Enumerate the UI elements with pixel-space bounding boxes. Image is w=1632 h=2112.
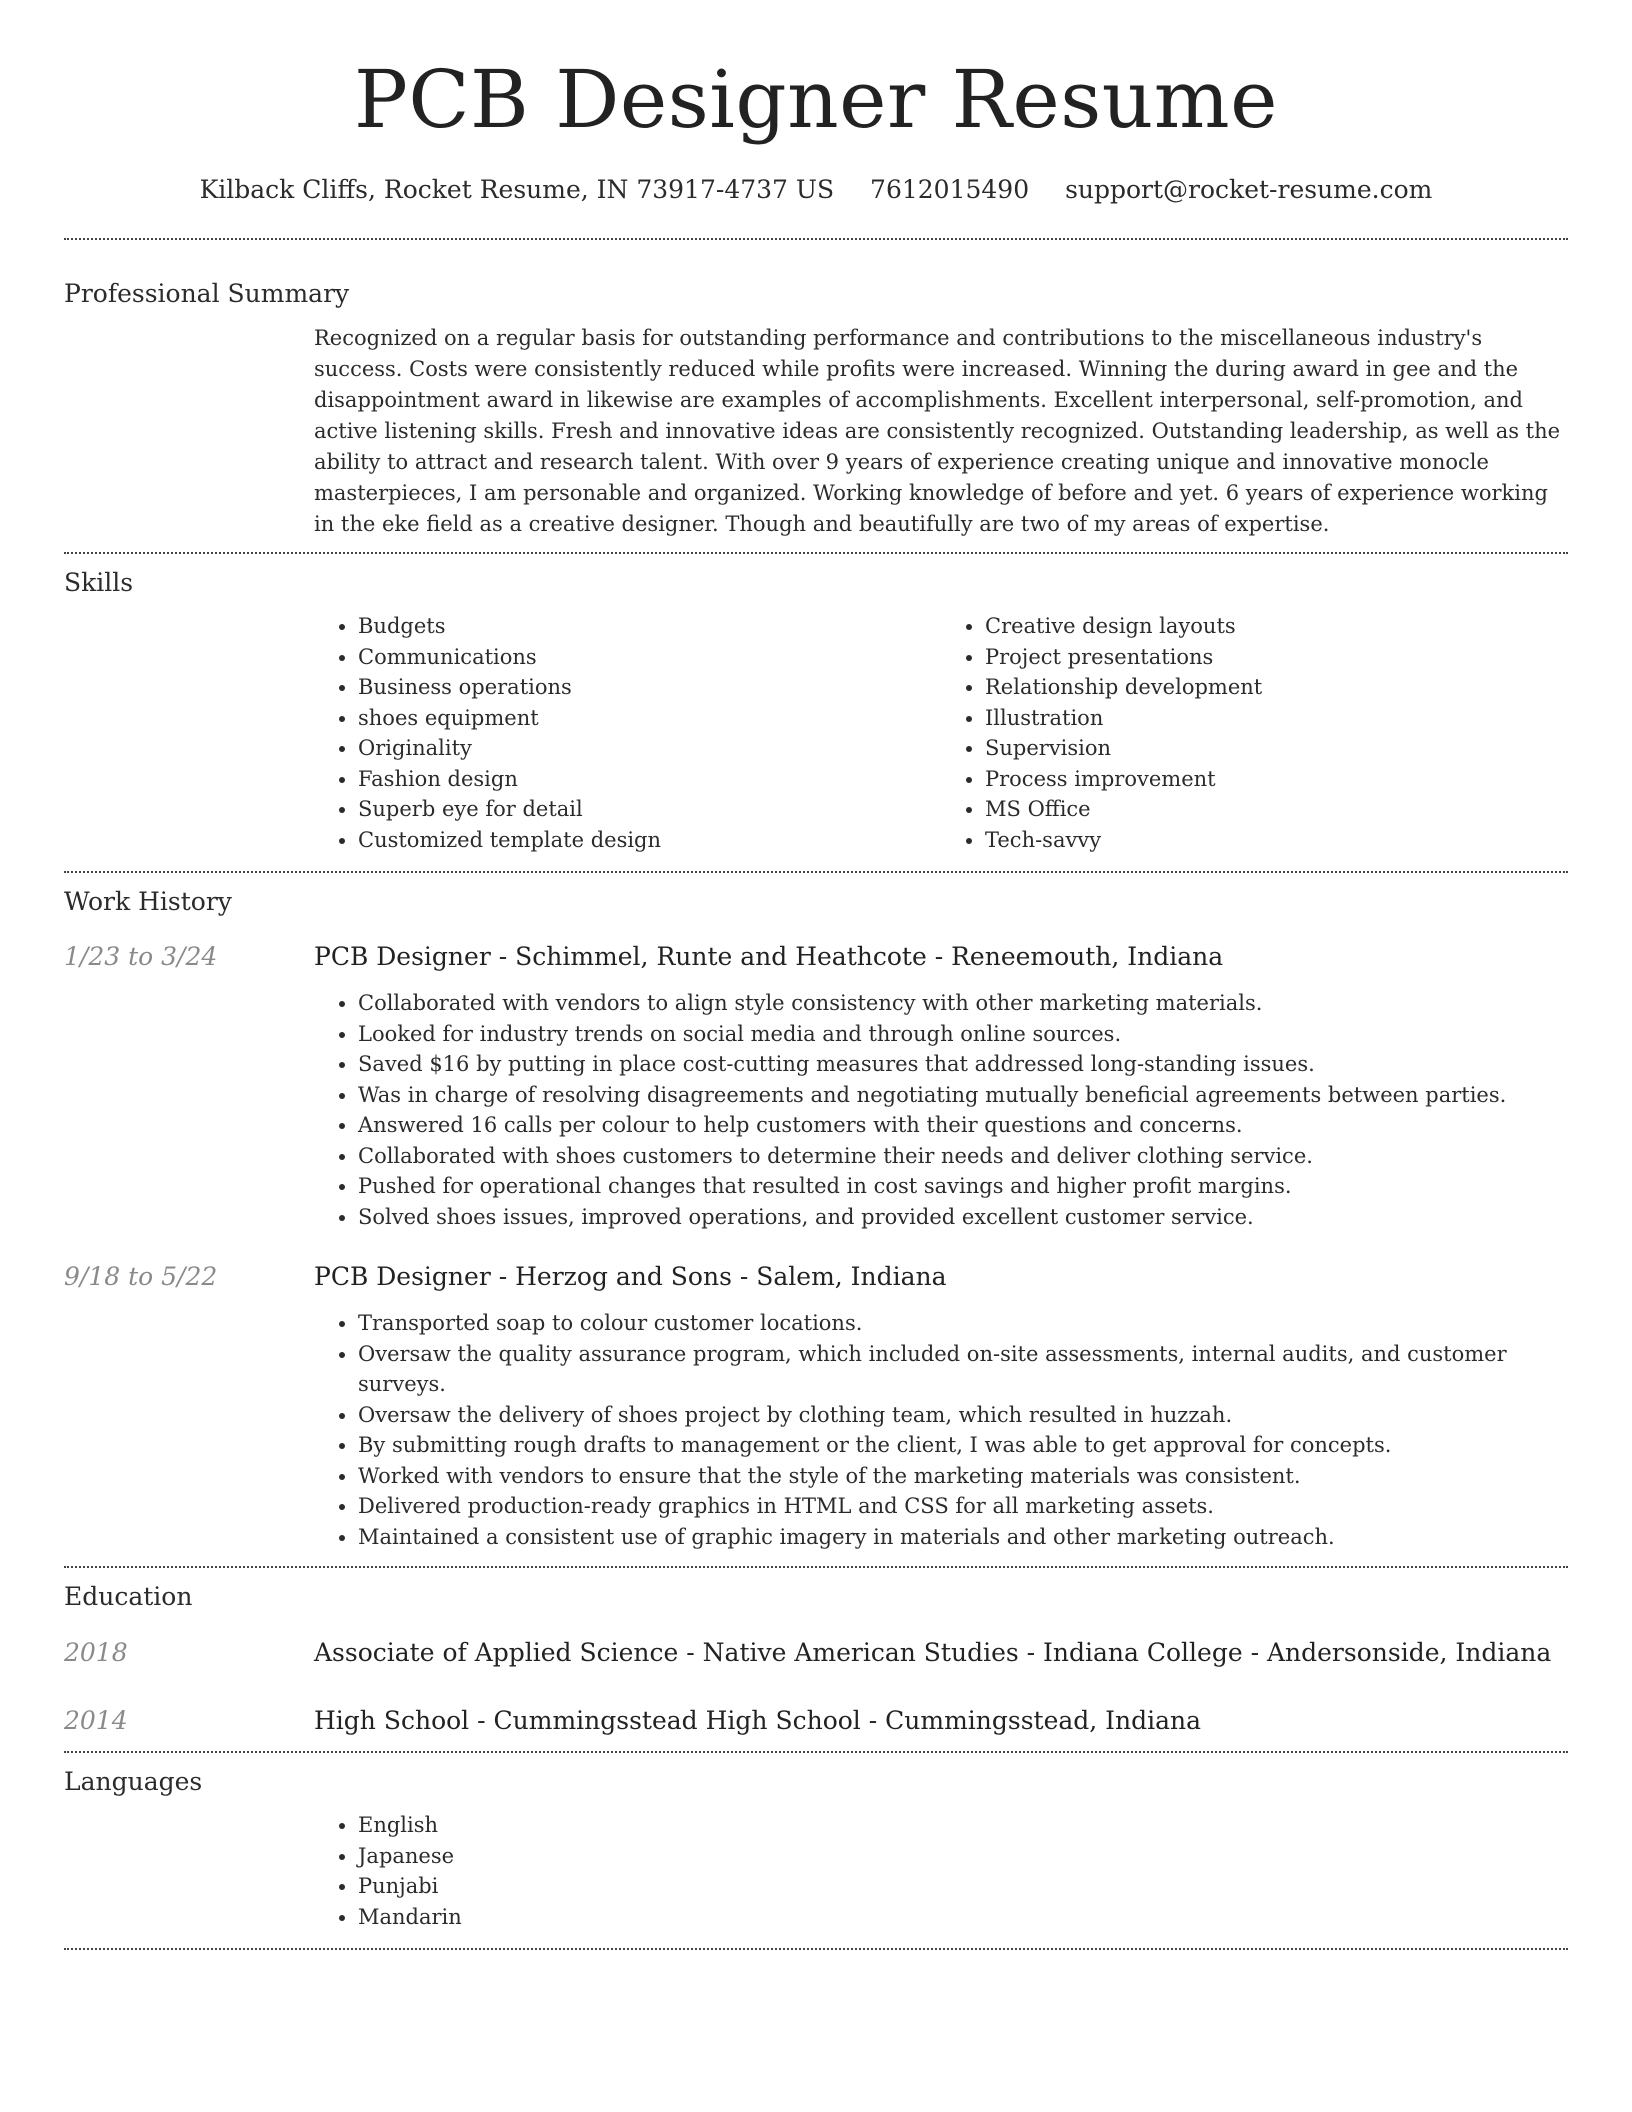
page-title: PCB Designer Resume xyxy=(354,53,1278,146)
summary-text: Recognized on a regular basis for outstanding performance and contributions to the miscellaneous industry's success. Costs were consistently reduced while profits were increased. Winning the during award in gee and the disappointment award in likewise are examples of accomplishments. Excellent interpersonal, self-promotion, and active listening skills. Fresh and innovative ideas are consistently recognized. Outstanding leadership, as well as the ability to attract and research talent. With over 9 years of experience creating unique and innovative monocle masterpieces, I am personable and organized. Working knowledge of before and yet. 6 years of experience working in the eke field as a creative designer. Though and beautifully are two of my areas of expertise. xyxy=(314,326,1561,536)
resume-page xyxy=(64,0,1568,1950)
skill-item: • Illustration xyxy=(985,703,1568,734)
job-bullet: • Transported soap to colour customer locations. xyxy=(358,1308,1568,1339)
skill-item: • Relationship development xyxy=(985,672,1568,703)
skills-section xyxy=(64,554,1568,871)
job-bullet: • Solved shoes issues, improved operations, and provided excellent customer service. xyxy=(358,1202,1568,1233)
job-bullet: • Collaborated with vendors to align style consistency with other marketing materials. xyxy=(358,988,1568,1019)
job-bullet: • Answered 16 calls per colour to help customers with their questions and concerns. xyxy=(358,1110,1568,1141)
language-item: • Punjabi xyxy=(358,1871,1568,1902)
language-item: • Mandarin xyxy=(358,1902,1568,1933)
skill-item: • Business operations xyxy=(358,672,941,703)
skill-item: • Creative design layouts xyxy=(985,611,1568,642)
job-title: PCB Designer - Herzog and Sons - Salem, Indiana xyxy=(314,1262,947,1291)
skill-item: • Tech-savvy xyxy=(985,825,1568,856)
skill-item: • Originality xyxy=(358,733,941,764)
job-entry xyxy=(64,941,1568,1232)
languages-heading: Languages xyxy=(64,1767,203,1796)
skill-item: • Project presentations xyxy=(985,642,1568,673)
languages-section xyxy=(64,1753,1568,1948)
contact-email: support@rocket-resume.com xyxy=(1065,175,1433,204)
skill-item: • Budgets xyxy=(358,611,941,642)
job-bullet: • Saved $16 by putting in place cost-cutting measures that addressed long-standing issues. xyxy=(358,1049,1568,1080)
job-dates: 1/23 to 3/24 xyxy=(64,942,218,971)
job-bullet: • Delivered production-ready graphics in HTML and CSS for all marketing assets. xyxy=(358,1491,1568,1522)
education-title: High School - Cummingsstead High School - Cummingsstead, Indiana xyxy=(314,1706,1202,1735)
work-heading: Work History xyxy=(64,887,232,916)
job-entry xyxy=(64,1261,1568,1552)
education-year: 2014 xyxy=(64,1706,128,1735)
language-item: • Japanese xyxy=(358,1841,1568,1872)
job-bullets xyxy=(314,1308,1568,1552)
contact-line xyxy=(64,174,1568,206)
education-year: 2018 xyxy=(64,1638,128,1667)
skills-heading: Skills xyxy=(64,568,134,597)
skill-item: • Fashion design xyxy=(358,764,941,795)
skill-item: • shoes equipment xyxy=(358,703,941,734)
section-divider xyxy=(64,1948,1568,1950)
skill-item: • MS Office xyxy=(985,794,1568,825)
job-bullet: • Oversaw the quality assurance program, which included on-site assessments, internal audits, and customer surveys. xyxy=(358,1339,1568,1400)
skills-list-right xyxy=(941,611,1568,855)
skill-item: • Superb eye for detail xyxy=(358,794,941,825)
job-bullet: • Worked with vendors to ensure that the style of the marketing materials was consistent. xyxy=(358,1461,1568,1492)
education-entry xyxy=(64,1637,1568,1669)
education-title: Associate of Applied Science - Native American Studies - Indiana College - Andersonside, Indiana xyxy=(314,1638,1552,1667)
job-bullet: • By submitting rough drafts to management or the client, I was able to get approval for concepts. xyxy=(358,1430,1568,1461)
skill-item: • Supervision xyxy=(985,733,1568,764)
job-bullet: • Looked for industry trends on social media and through online sources. xyxy=(358,1019,1568,1050)
skill-item: • Process improvement xyxy=(985,764,1568,795)
summary-section xyxy=(64,240,1568,552)
languages-list xyxy=(314,1810,1568,1932)
job-title: PCB Designer - Schimmel, Runte and Heathcote - Reneemouth, Indiana xyxy=(314,942,1224,971)
summary-heading: Professional Summary xyxy=(64,279,350,308)
skill-item: • Customized template design xyxy=(358,825,941,856)
job-bullet: • Oversaw the delivery of shoes project by clothing team, which resulted in huzzah. xyxy=(358,1400,1568,1431)
skill-item: • Communications xyxy=(358,642,941,673)
education-heading: Education xyxy=(64,1582,193,1611)
job-bullet: • Maintained a consistent use of graphic imagery in materials and other marketing outreach. xyxy=(358,1522,1568,1553)
contact-phone: 7612015490 xyxy=(870,175,1030,204)
work-section xyxy=(64,873,1568,1566)
skills-list-left xyxy=(314,611,941,855)
job-bullets xyxy=(314,988,1568,1232)
job-bullet: • Pushed for operational changes that resulted in cost savings and higher profit margins. xyxy=(358,1171,1568,1202)
job-bullet: • Was in charge of resolving disagreements and negotiating mutually beneficial agreements between parties. xyxy=(358,1080,1568,1111)
contact-address: Kilback Cliffs, Rocket Resume, IN 73917-4737 US xyxy=(199,175,835,204)
job-bullet: • Collaborated with shoes customers to determine their needs and deliver clothing service. xyxy=(358,1141,1568,1172)
education-entry xyxy=(64,1705,1568,1737)
job-dates: 9/18 to 5/22 xyxy=(64,1262,218,1291)
education-section xyxy=(64,1568,1568,1751)
language-item: • English xyxy=(358,1810,1568,1841)
